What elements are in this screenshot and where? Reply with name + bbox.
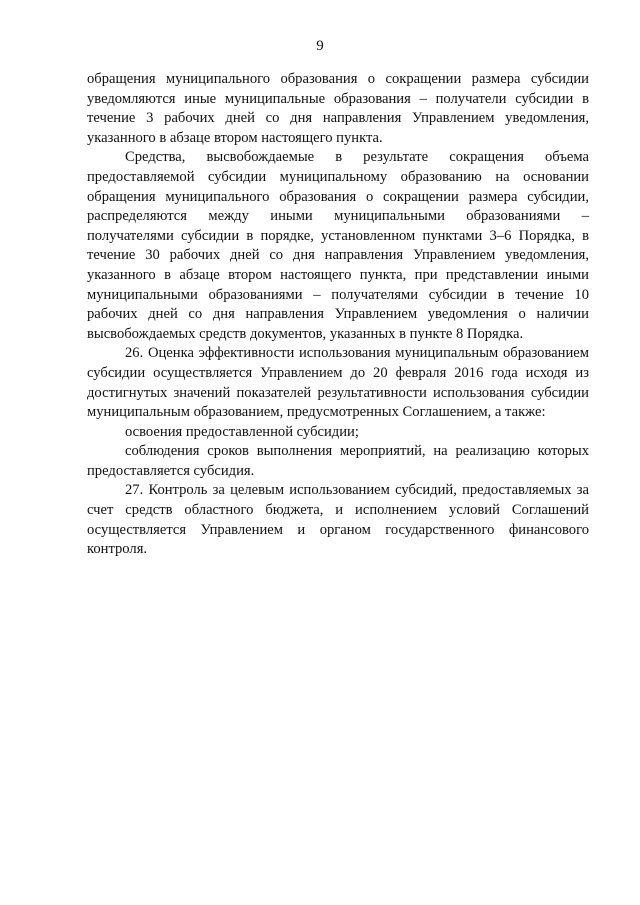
paragraph-criterion-1: освоения предоставленной субсидии; xyxy=(125,423,359,440)
paragraph-item-27: 27. Контроль за целевым использованием субсидий, предоставляемых за счет средств областного бюджета, и исполнением условий Соглашений осуществляется Управлением и органом государственного финансового контроля. xyxy=(87,482,589,558)
body-text xyxy=(87,70,589,560)
page-number: 9 xyxy=(316,38,324,54)
paragraph-item-26: 26. Оценка эффективности использования муниципальным образованием субсидии осуществляется Управлением до 20 февраля 2016 года исходя из достигнутых значений показателей результативности использования субсидии муниципальным образованием, предусмотренных Соглашением, а также: xyxy=(87,345,589,421)
paragraph-criterion-2: соблюдения сроков выполнения мероприятий, на реализацию которых предоставляется субсидия. xyxy=(87,443,589,479)
paragraph-continuation: обращения муниципального образования о сокращении размера субсидии уведомляются иные муниципальные образования – получатели субсидии в течение 3 рабочих дней со дня направления Управлением уведомления, указанного в абзаце втором настоящего пункта. xyxy=(87,71,589,146)
paragraph-funds-redistribution: Средства, высвобождаемые в результате сокращения объема предоставляемой субсидии муниципальному образованию на основании обращения муниципального образования о сокращении размера субсидии, распределяются между иными муниципальными образованиями – получателями субсидии в порядке, установленном пунктами 3–6 Порядка, в течение 30 рабочих дней со дня направления Управлением уведомления, указанного в абзаце втором настоящего пункта, при представлении иными муниципальными образованиями – получателями субсидии в течение 10 рабочих дней со дня направления Управлением уведомления о наличии высвобождаемых средств документов, указанных в пункте 8 Порядка. xyxy=(87,149,589,342)
